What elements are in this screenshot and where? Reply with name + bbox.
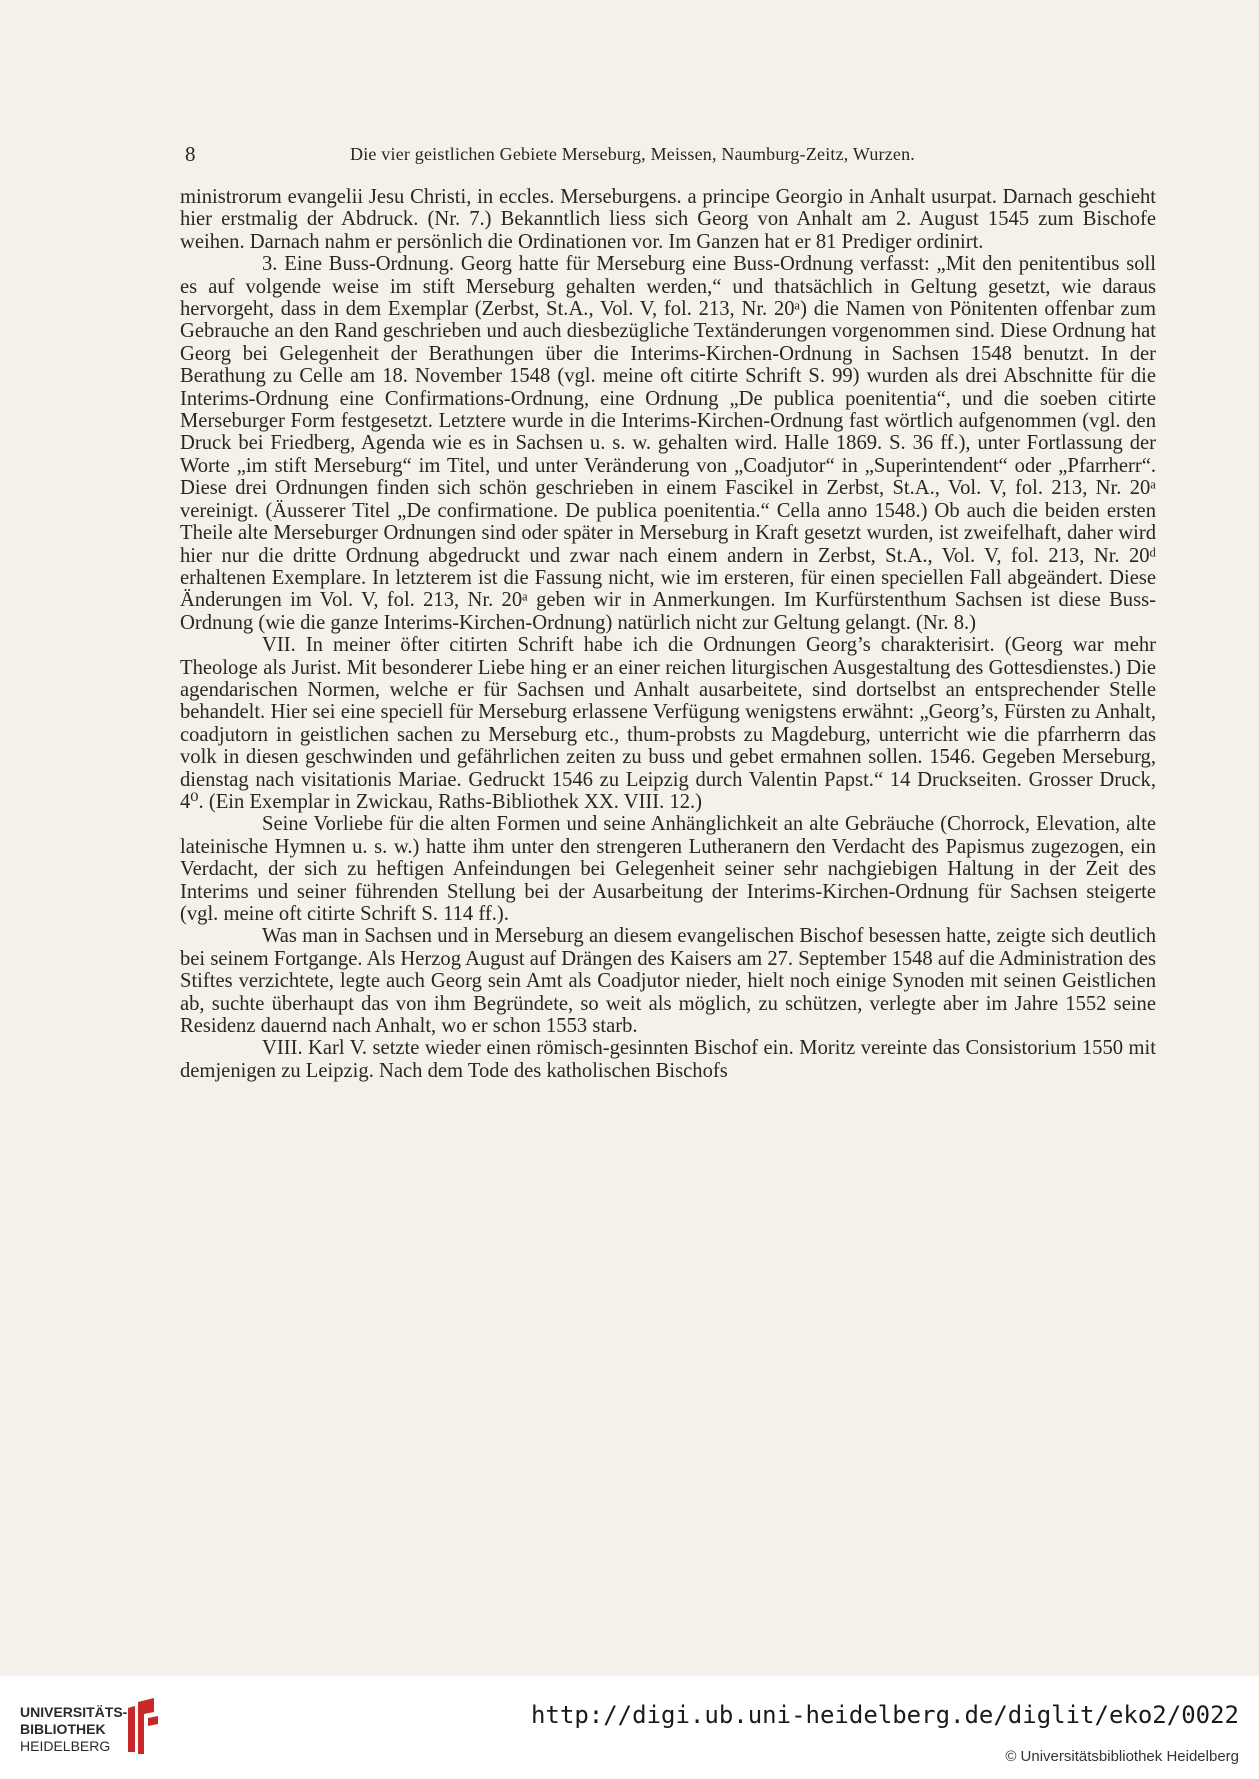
running-title: Die vier geistlichen Gebiete Merseburg, Meissen, Naumburg-Zeitz, Wurzen. [350,144,916,164]
paragraph: Seine Vorliebe für die alten Formen und seine Anhänglichkeit an alte Gebräuche (Chorrock, Elevation, alte lateinische Hymnen u. s. w.) hatte ihm unter den strengeren Lutheranern den Verdacht des Papismus zugezogen, ein Verdacht, der sich zu heftigen Anfeindungen bei Gelegenheit seiner sehr nachgiebigen Haltung in der Zeit des Interims und seiner führenden Stellung bei der Ausarbeitung der Interims-Kirchen-Ordnung für Sachsen steigerte (vgl. meine oft citirte Schrift S. 114 ff.). [180,813,1156,925]
library-logo-icon [124,1696,162,1761]
body-text [180,186,1156,1082]
paragraph: Was man in Sachsen und in Merseburg an diesem evangelischen Bischof besessen hatte, zeigte sich deutlich bei seinem Fortgange. Als Herzog August auf Drängen des Kaisers am 27. September 1548 auf die Administration des Stiftes verzichtete, legte auch Georg sein Amt als Coadjutor nieder, hielt noch einige Synoden mit seinen Geistlichen ab, suchte überhaupt das von ihm Begründete, so weit als möglich, zu schützen, verlegte aber im Jahre 1552 seine Residenz dauernd nach Anhalt, wo er schon 1553 starb. [180,925,1156,1038]
paragraph: VII. In meiner öfter citirten Schrift habe ich die Ordnungen Georg’s charakterisirt. (Georg war mehr Theologe als Jurist. Mit besonderer Liebe hing er an einer reichen liturgischen Ausgestaltung des Gottesdienstes.) Die agendarischen Normen, welche er für Sachsen und Anhalt ausarbeitete, sind dortselbst an entsprechender Stelle behandelt. Hier sei eine speciell für Merseburg erlassene Verfügung wenigstens erwähnt: „Georg’s, Fürsten zu Anhalt, coadjutorn in geistlichen sachen zu Merseburg etc., thum-probsts zu Magdeburg, unterricht wie die pfarrherrn das volk in diesen geschwinden und gefährlichen zeiten zu buss und gebet ermahnen sollen. 1546. Gegeben Merseburg, dienstag nach visitationis Mariae. Gedruckt 1546 zu Leipzig durch Valentin Papst.“ 14 Druckseiten. Grosser Druck, 4⁰. (Ein Exemplar in Zwickau, Raths-Bibliothek XX. VIII. 12.) [180,634,1156,813]
page-number: 8 [185,142,196,166]
paragraph: ministrorum evangelii Jesu Christi, in eccles. Merseburgens. a principe Georgio in Anhalt usurpat. Darnach geschieht hier erstmalig der Abdruck. (Nr. 7.) Bekanntlich liess sich Georg von Anhalt am 2. August 1545 zum Bischofe weihen. Darnach nahm er persönlich die Ordinationen vor. Im Ganzen hat er 81 Prediger ordinirt. [180,186,1156,253]
paragraph: 3. Eine Buss-Ordnung. Georg hatte für Merseburg eine Buss-Ordnung verfasst: „Mit den penitentibus soll es auf volgende weise im stift Merseburg gehalten werden,“ und thatsächlich in Geltung gesetzt, wie daraus hervorgeht, dass in dem Exemplar (Zerbst, St.A., Vol. V, fol. 213, Nr. 20ᵃ) die Namen von Pönitenten offenbar zum Gebrauche an den Rand geschrieben und auch diesbezügliche Textänderungen vorgenommen sind. Diese Ordnung hat Georg bei Gelegenheit der Berathungen über die Interims-Kirchen-Ordnung in Sachsen 1548 benutzt. In der Berathung zu Celle am 18. November 1548 (vgl. meine oft citirte Schrift S. 99) wurden als drei Abschnitte für die Interims-Ordnung eine Confirmations-Ordnung, eine Ordnung „De publica poenitentia“, und die soeben citirte Merseburger Form festgesetzt. Letztere wurde in die Interims-Kirchen-Ordnung fast wörtlich aufgenommen (vgl. den Druck bei Friedberg, Agenda wie es in Sachsen u. s. w. gehalten wird. Halle 1869. S. 36 ff.), unter Fortlassung der Worte „im stift Merseburg“ im Titel, und unter Veränderung von „Coadjutor“ in „Superintendent“ oder „Pfarrherr“. Diese drei Ordnungen finden sich schön geschrieben in einem Fascikel in Zerbst, St.A., Vol. V, fol. 213, Nr. 20ᵃ vereinigt. (Äusserer Titel „De confirmatione. De publica poenitentia.“ Cella anno 1548.) Ob auch die beiden ersten Theile alte Merseburger Ordnungen sind oder später in Merseburg in Kraft gesetzt wurden, ist zweifelhaft, daher wird hier nur die dritte Ordnung abgedruckt und zwar nach einem andern in Zerbst, St.A., Vol. V, fol. 213, Nr. 20ᵈ erhaltenen Exemplare. In letzterem ist die Fassung nicht, wie im ersteren, für einen speciellen Fall abgeändert. Diese Änderungen im Vol. V, fol. 213, Nr. 20ᵃ geben wir in Anmerkungen. Im Kurfürstenthum Sachsen ist diese Buss-Ordnung (wie die ganze Interims-Kirchen-Ordnung) natürlich nicht zur Geltung gelangt. (Nr. 8.) [180,253,1156,634]
logo-line: HEIDELBERG [20,1738,111,1754]
paragraph: VIII. Karl V. setzte wieder einen römisch-gesinnten Bischof ein. Moritz vereinte das Consistorium 1550 mit demjenigen zu Leipzig. Nach dem Tode des katholischen Bischofs [180,1037,1156,1082]
permalink-url[interactable]: http://digi.ub.uni-heidelberg.de/diglit/eko2/0022 [530,1701,1239,1729]
logo-line: BIBLIOTHEK [20,1721,106,1737]
copyright-notice: © Universitätsbibliothek Heidelberg [1005,1748,1239,1765]
logo-line: UNIVERSITÄTS- [20,1704,128,1720]
library-logo-text [20,1704,127,1755]
